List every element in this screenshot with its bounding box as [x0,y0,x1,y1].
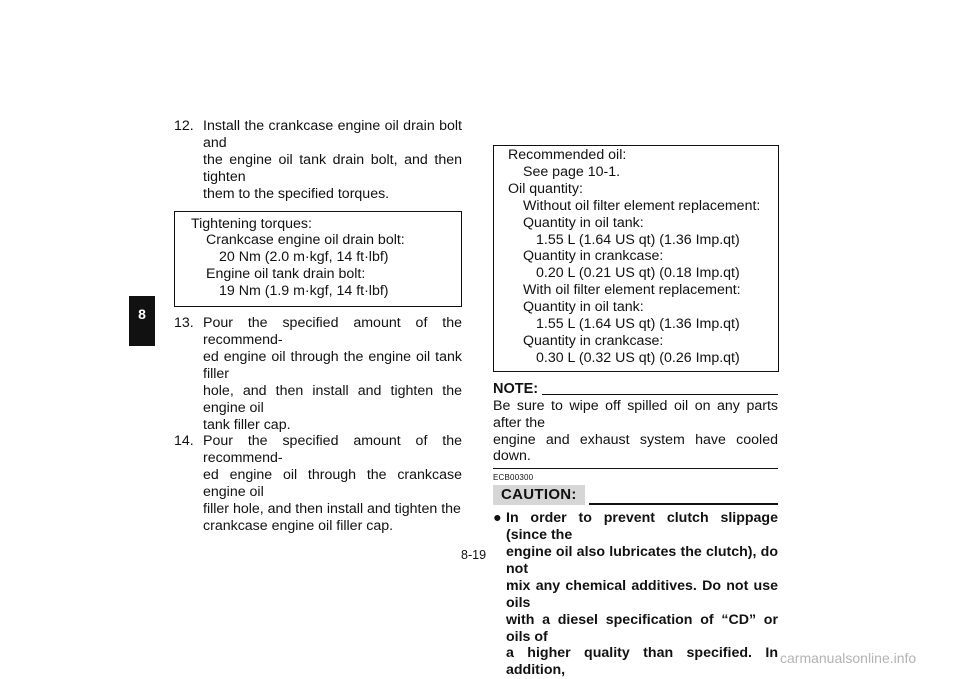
step-text [203,118,462,203]
text-line: In order to prevent clutch slippage (since the [506,510,778,544]
crankcase-quantity-value: 0.20 L (0.21 US qt) (0.18 Imp.qt) [536,265,740,282]
crankcase-quantity-label: Quantity in crankcase: [523,248,664,265]
text-line: with a diesel specification of “CD” or oils of [506,611,778,645]
caution-bullet-item [493,510,778,679]
oil-specification-box [493,145,779,372]
text-line: crankcase engine oil filler cap. [203,517,394,534]
step-number: 12. [174,118,194,134]
step-12 [174,118,462,203]
oil-quantity-label: Oil quantity: [508,180,583,197]
with-filter-label: With oil filter element replacement: [523,282,741,299]
text-line: them to the specified torques. [203,185,390,202]
recommended-oil-value: See page 10-1. [523,163,621,180]
text-line: ed engine oil through the crankcase engine oil [203,467,462,501]
note-title: NOTE: [493,380,539,397]
text-line: Pour the specified amount of the recommend- [203,315,462,348]
step-14 [174,433,462,534]
torque-item-label: Crankcase engine oil drain bolt: [206,232,405,249]
note-header [493,381,778,398]
oil-tank-quantity-value: 1.55 L (1.64 US qt) (1.36 Imp.qt) [536,316,740,333]
without-filter-label: Without oil filter element replacement: [523,197,761,214]
text-line: engine oil also lubricates the clutch), do not [506,544,778,577]
left-column [174,118,462,535]
oil-tank-quantity-label: Quantity in oil tank: [523,214,644,231]
chapter-tab: 8 [129,296,155,346]
text-line: ed engine oil through the engine oil tank filler [203,348,462,382]
text-line: hole, and then install and tighten the engine oil [203,382,462,416]
torque-item-label: Engine oil tank drain bolt: [206,266,366,283]
caution-badge: CAUTION: [493,485,585,505]
oil-tank-quantity-label: Quantity in oil tank: [523,299,644,316]
text-line: Be sure to wipe off spilled oil on any parts after the [493,397,778,431]
step-text [203,315,462,433]
page-number: 8-19 [461,548,487,562]
text-line: the engine oil tank drain bolt, and then tighten [203,151,462,185]
text-line: engine and exhaust system have cooled down. [493,431,778,465]
note-rule [542,394,778,395]
caution-rule [589,503,778,505]
caution-code: ECB00300 [493,473,534,483]
caution-header [493,485,778,505]
note-end-rule [493,468,778,469]
text-line: Pour the specified amount of the recommend- [203,433,462,467]
watermark: carmanualsonline.info [780,650,917,666]
text-line: Install the crankcase engine oil drain bolt and [203,118,462,151]
text-line: mix any chemical additives. Do not use oils [506,577,778,611]
torque-box-title: Tightening torques: [191,215,312,232]
step-13 [174,315,462,433]
recommended-oil-label: Recommended oil: [508,147,627,163]
step-number: 14. [174,433,194,450]
step-number: 13. [174,315,194,332]
crankcase-quantity-value: 0.30 L (0.32 US qt) (0.26 Imp.qt) [536,349,740,366]
note-body [493,398,778,466]
oil-tank-quantity-value: 1.55 L (1.64 US qt) (1.36 Imp.qt) [536,231,740,248]
right-column [493,145,778,679]
torque-item-value: 20 Nm (2.0 m·kgf, 14 ft·lbf) [219,249,389,266]
crankcase-quantity-label: Quantity in crankcase: [523,332,664,349]
bullet-icon: ● [493,510,502,527]
tightening-torques-box [174,211,462,308]
text-line: tank filler cap. [203,416,291,433]
step-text [203,433,462,534]
text-line: a higher quality than specified. In addition, [506,645,778,679]
text-line: filler hole, and then install and tighten the [203,501,461,518]
torque-item-value: 19 Nm (1.9 m·kgf, 14 ft·lbf) [219,283,389,300]
